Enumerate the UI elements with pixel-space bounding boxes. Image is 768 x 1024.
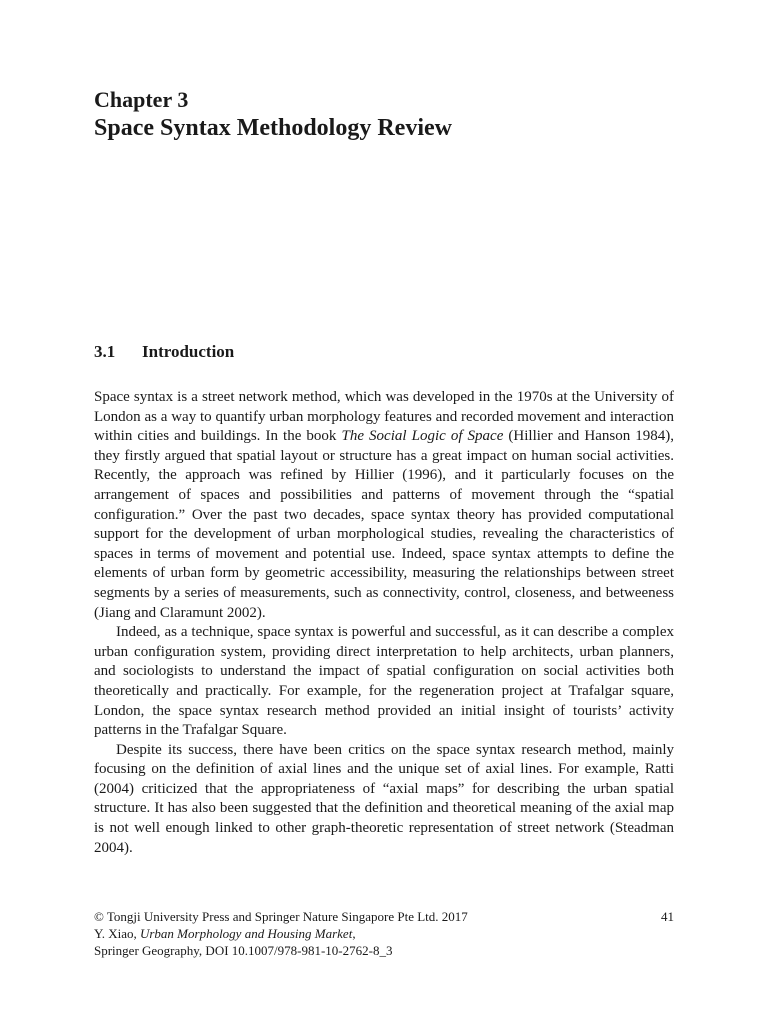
chapter-title: Space Syntax Methodology Review bbox=[94, 115, 452, 141]
page-number: 41 bbox=[661, 909, 674, 924]
paragraph-3: Despite its success, there have been critics on the space syntax research method, mainly focusing on the definition of axial lines and the unique set of axial lines. For example, Ratti (2004) criticized that the appropriateness of “axial maps” for describing the urban spatial structure. It has also been suggested that the definition and theoretical meaning of the axial map is not well enough linked to other graph-theoretic representation of street network (Steadman 2004). bbox=[94, 741, 674, 856]
page bbox=[94, 0, 674, 1024]
chapter-label: Chapter 3 bbox=[94, 87, 189, 112]
doi-line: Springer Geography, DOI 10.1007/978-981-10-2762-8_3 bbox=[94, 943, 393, 958]
citation-author: Y. Xiao, bbox=[94, 926, 140, 941]
copyright-line: © Tongji University Press and Springer Nature Singapore Pte Ltd. 2017 bbox=[94, 909, 468, 924]
citation-suffix: , bbox=[352, 926, 356, 941]
citation-line bbox=[94, 925, 674, 942]
paragraph-1-end: (Hillier and Hanson 1984), they firstly argued that spatial layout or structure has a great impact on human social activities. Recently, the approach was refined by Hillier (1996), and it particularly focuses on the arrangement of spaces and possibilities and patterns of movement through the “spatial configuration.” Over the past two decades, space syntax theory has provided computational support for the development of urban morphological studies, revealing the characteristics of spaces in terms of movement and potential use. Indeed, space syntax attempts to define the elements of urban form by geometric accessibility, measuring the relationships between street segments by a series of measurements, such as connectivity, control, closeness, and betweeness (Jiang and Claramunt 2002). bbox=[94, 428, 674, 621]
section-number: 3.1 bbox=[94, 342, 116, 361]
footer bbox=[94, 908, 674, 959]
section-heading bbox=[94, 340, 234, 364]
citation-book-title: Urban Morphology and Housing Market bbox=[139, 926, 353, 941]
book-title-social-logic: The Social Logic of Space bbox=[341, 428, 504, 445]
paragraph-1-start: Space syntax is a street network method, which was developed in the 1970s at the University of London as a way to quantify urban morphology features and recorded movement and interaction within cities and buildings. In the book bbox=[94, 389, 674, 445]
paragraph-1 bbox=[94, 388, 674, 623]
paragraph-2: Indeed, as a technique, space syntax is powerful and successful, as it can describe a complex urban configuration system, providing direct interpretation to help architects, urban planners, and sociologists to understand the impact of spatial configuration on social activities both theoretically and practically. For example, for the regeneration project at Trafalgar square, London, the space syntax research method provided an initial insight of tourists’ activity patterns in the Trafalgar Square. bbox=[94, 624, 674, 739]
section-title: Introduction bbox=[142, 342, 235, 361]
body-text bbox=[94, 388, 674, 858]
